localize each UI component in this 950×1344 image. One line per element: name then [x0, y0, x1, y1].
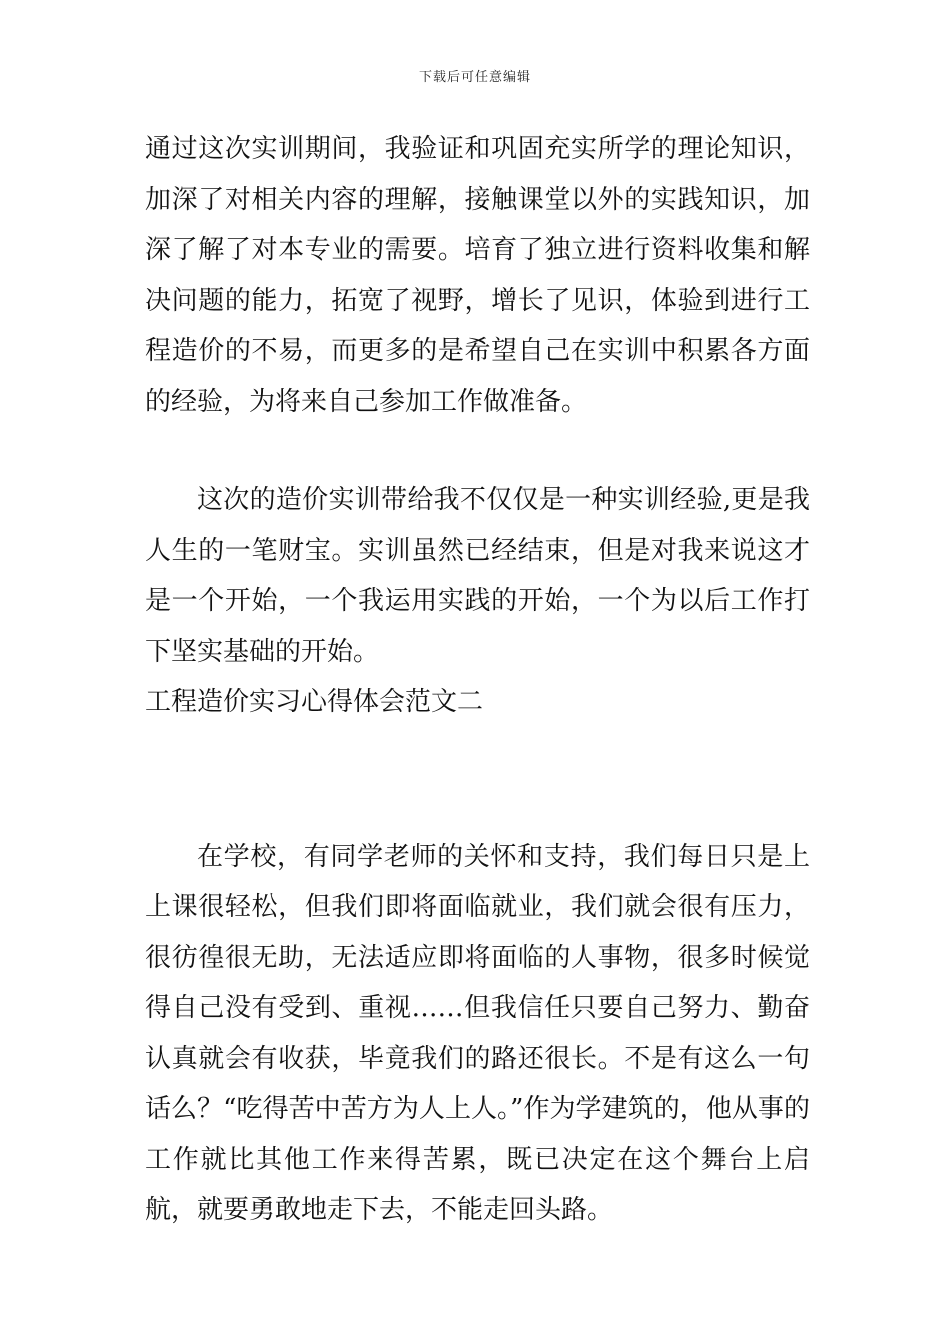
paragraph-2: 这次的造价实训带给我不仅仅是一种实训经验,更是我人生的一笔财宝。实训虽然已经结束，但是对我来说这才是一个开始，一个我运用实践的开始，一个为以后工作打下坚实基础的开始。	[145, 485, 810, 667]
paragraph-1: 通过这次实训期间，我验证和巩固充实所学的理论知识，加深了对相关内容的理解，接触课堂以外的实践知识，加深了解了对本专业的需要。培育了独立进行资料收集和解决问题的能力，拓宽了视野，增长了见识，体验到进行工程造价的不易，而更多的是希望自己在实训中积累各方面的经验，为将来自己参加工作做准备。	[145, 134, 810, 417]
paragraph-gap	[145, 427, 810, 475]
document-body	[145, 124, 810, 1236]
section-gap	[145, 728, 810, 832]
page-header: 下载后可任意编辑	[418, 70, 531, 85]
paragraph-3: 在学校，有同学老师的关怀和支持，我们每日只是上上课很轻松，但我们即将面临就业，我们就会很有压力，很彷徨很无助，无法适应即将面临的人事物，很多时候觉得自己没有受到、重视……但我信任只要自己努力、勤奋认真就会有收获，毕竟我们的路还很长。不是有这么一句话么？“吃得苦中苦方为人上人。”作为学建筑的，他从事的工作就比其他工作来得苦累，既已决定在这个舞台上启航，就要勇敢地走下去，不能走回头路。	[145, 841, 810, 1225]
section-heading: 工程造价实习心得体会范文二	[145, 687, 484, 717]
